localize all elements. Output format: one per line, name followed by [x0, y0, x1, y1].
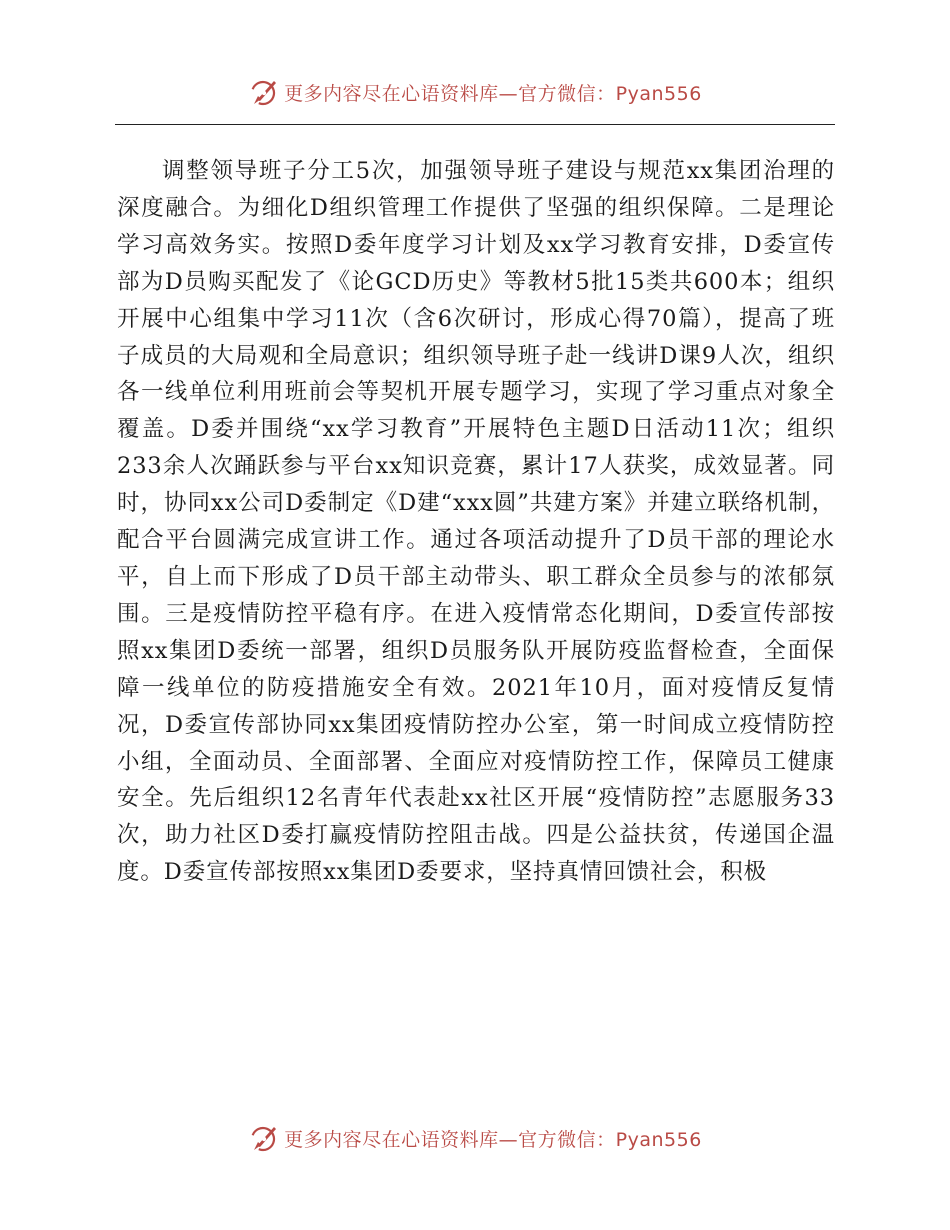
- quill-pen-logo-icon: [248, 76, 280, 108]
- body-paragraph: 调整领导班子分工5次，加强领导班子建设与规范xx集团治理的深度融合。为细化D组织管理工作提供了坚强的组织保障。二是理论学习高效务实。按照D委年度学习计划及xx学习教育安排，D委宣传部为D员购买配发了《论GCD历史》等教材5批15类共600本；组织开展中心组集中学习11次（含6次研讨，形成心得70篇），提高了班子成员的大局观和全局意识；组织领导班子赴一线讲D课9人次，组织各一线单位利用班前会等契机开展专题学习，实现了学习重点对象全覆盖。D委并围绕“xx学习教育”开展特色主题D日活动11次；组织233余人次踊跃参与平台xx知识竞赛，累计17人获奖，成效显著。同时，协同xx公司D委制定《D建“xxx圆”共建方案》并建立联络机制，配合平台圆满完成宣讲工作。通过各项活动提升了D员干部的理论水平，自上而下形成了D员干部主动带头、职工群众全员参与的浓郁氛围。三是疫情防控平稳有序。在进入疫情常态化期间，D委宣传部按照xx集团D委统一部署，组织D员服务队开展防疫监督检查，全面保障一线单位的防疫措施安全有效。2021年10月，面对疫情反复情况，D委宣传部协同xx集团疫情防控办公室，第一时间成立疫情防控小组，全面动员、全面部署、全面应对疫情防控工作，保障员工健康安全。先后组织12名青年代表赴xx社区开展“疫情防控”志愿服务33次，助力社区D委打赢疫情防控阻击战。四是公益扶贫，传递国企温度。D委宣传部按照xx集团D委要求，坚持真情回馈社会，积极: [117, 158, 835, 886]
- header-banner: [0, 72, 950, 112]
- footer-banner: [0, 1118, 950, 1158]
- header-banner-text: 更多内容尽在心语资料库—官方微信：Pyan556: [284, 82, 702, 105]
- header-divider: [115, 124, 835, 125]
- footer-banner-text: 更多内容尽在心语资料库—官方微信：Pyan556: [284, 1128, 702, 1151]
- quill-pen-logo-icon: [248, 1122, 280, 1154]
